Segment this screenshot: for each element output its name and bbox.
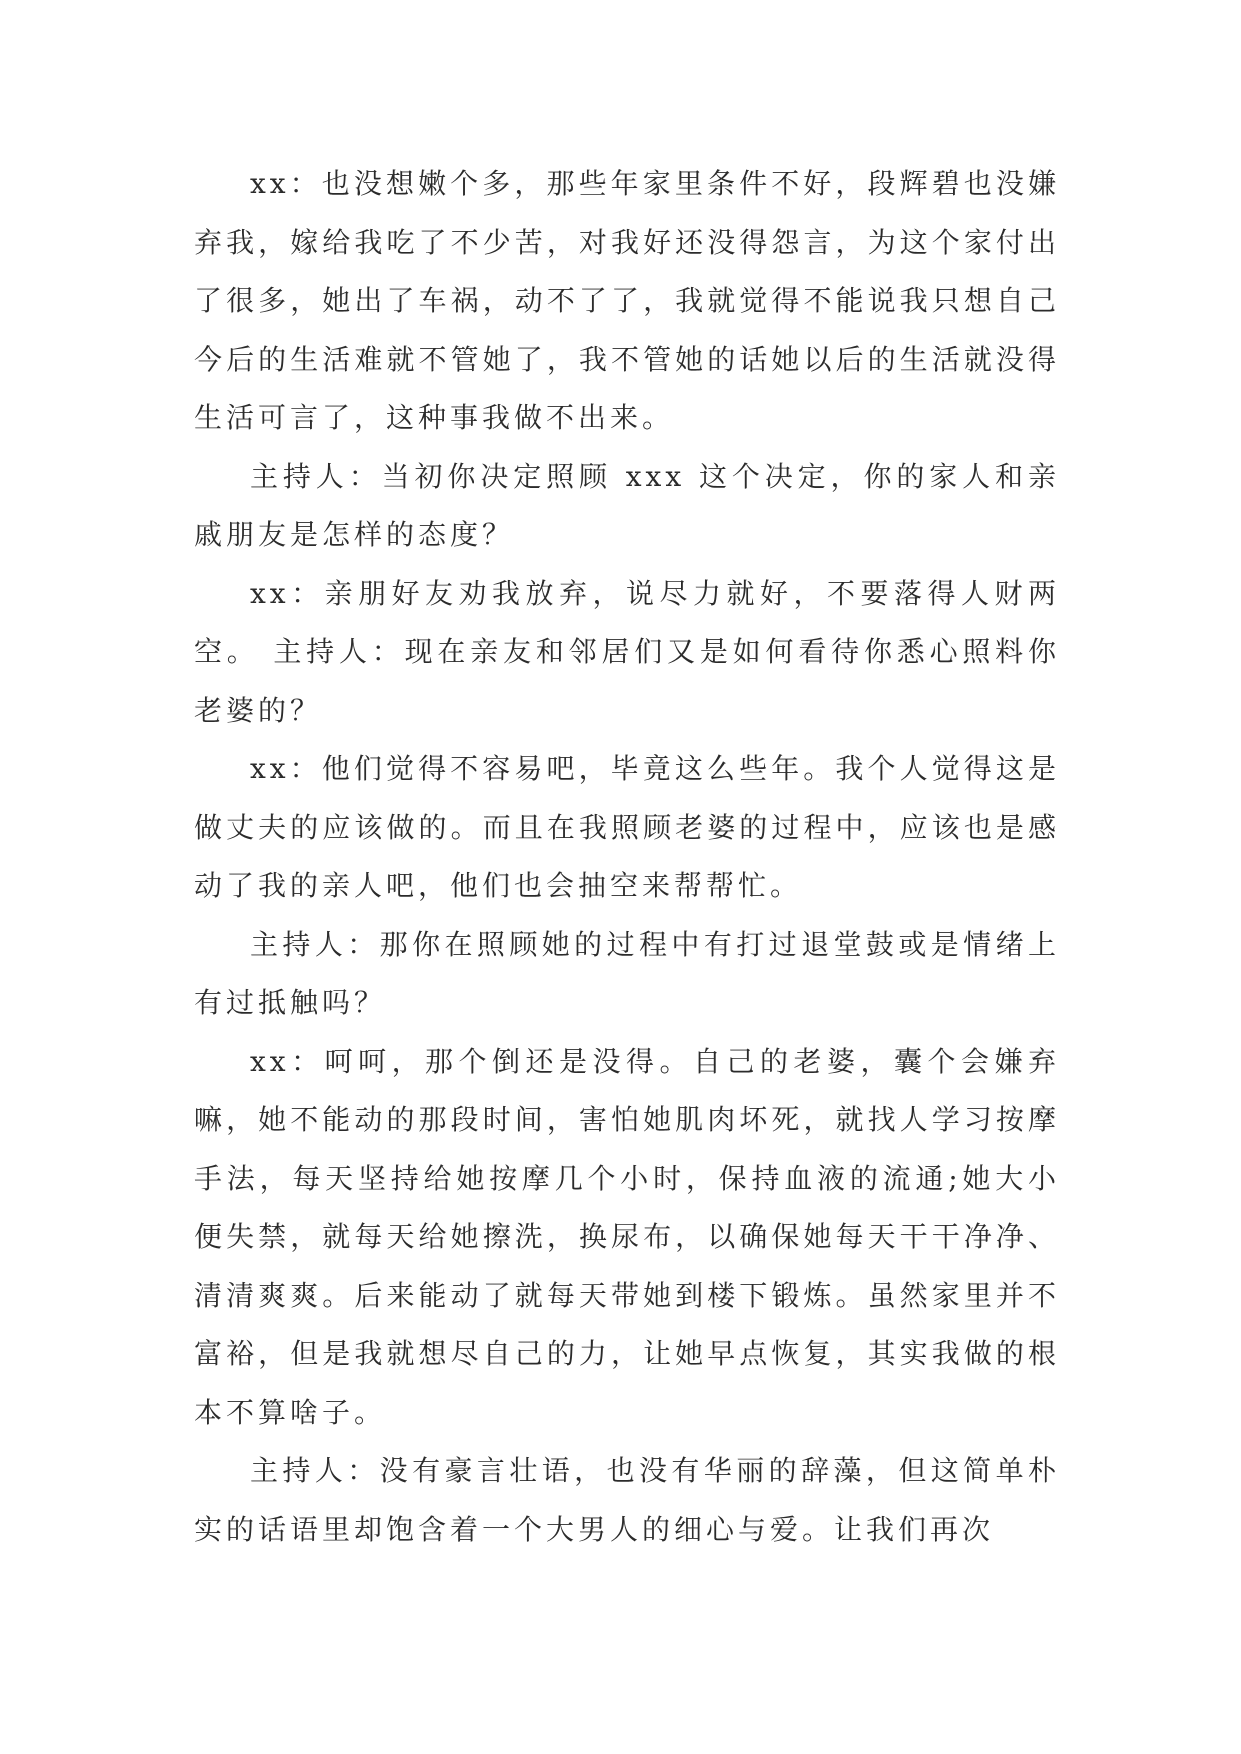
paragraph: xx：他们觉得不容易吧，毕竟这么些年。我个人觉得这是做丈夫的应该做的。而且在我照顾老婆的过程中，应该也是感动了我的亲人吧，他们也会抽空来帮帮忙。 <box>194 752 1060 902</box>
paragraph: xx：亲朋好友劝我放弃，说尽力就好，不要落得人财两空。 主持人：现在亲友和邻居们又是如何看待你悉心照料你老婆的？ <box>194 576 1060 727</box>
paragraph: 主持人：那你在照顾她的过程中有打过退堂鼓或是情绪上有过抵触吗？ <box>194 927 1060 1019</box>
document-page <box>194 155 1060 1559</box>
paragraph: 主持人：没有豪言壮语，也没有华丽的辞藻，但这简单朴实的话语里却饱含着一个大男人的细心与爱。让我们再次 <box>194 1454 1060 1546</box>
paragraph: 主持人：当初你决定照顾 xxx 这个决定，你的家人和亲戚朋友是怎样的态度？ <box>194 459 1060 551</box>
paragraph: xx：呵呵，那个倒还是没得。自己的老婆，囊个会嫌弃嘛，她不能动的那段时间，害怕她肌肉坏死，就找人学习按摩手法，每天坚持给她按摩几个小时，保持血液的流通;她大小便失禁，就每天给她擦洗，换尿布，以确保她每天干干净净、清清爽爽。后来能动了就每天带她到楼下锻炼。虽然家里并不富裕，但是我就想尽自己的力，让她早点恢复，其实我做的根本不算啥子。 <box>194 1044 1060 1429</box>
paragraph: xx：也没想嫩个多，那些年家里条件不好，段辉碧也没嫌弃我，嫁给我吃了不少苦，对我好还没得怨言，为这个家付出了很多，她出了车祸，动不了了，我就觉得不能说我只想自己今后的生活难就不管她了，我不管她的话她以后的生活就没得生活可言了，这种事我做不出来。 <box>194 167 1060 434</box>
